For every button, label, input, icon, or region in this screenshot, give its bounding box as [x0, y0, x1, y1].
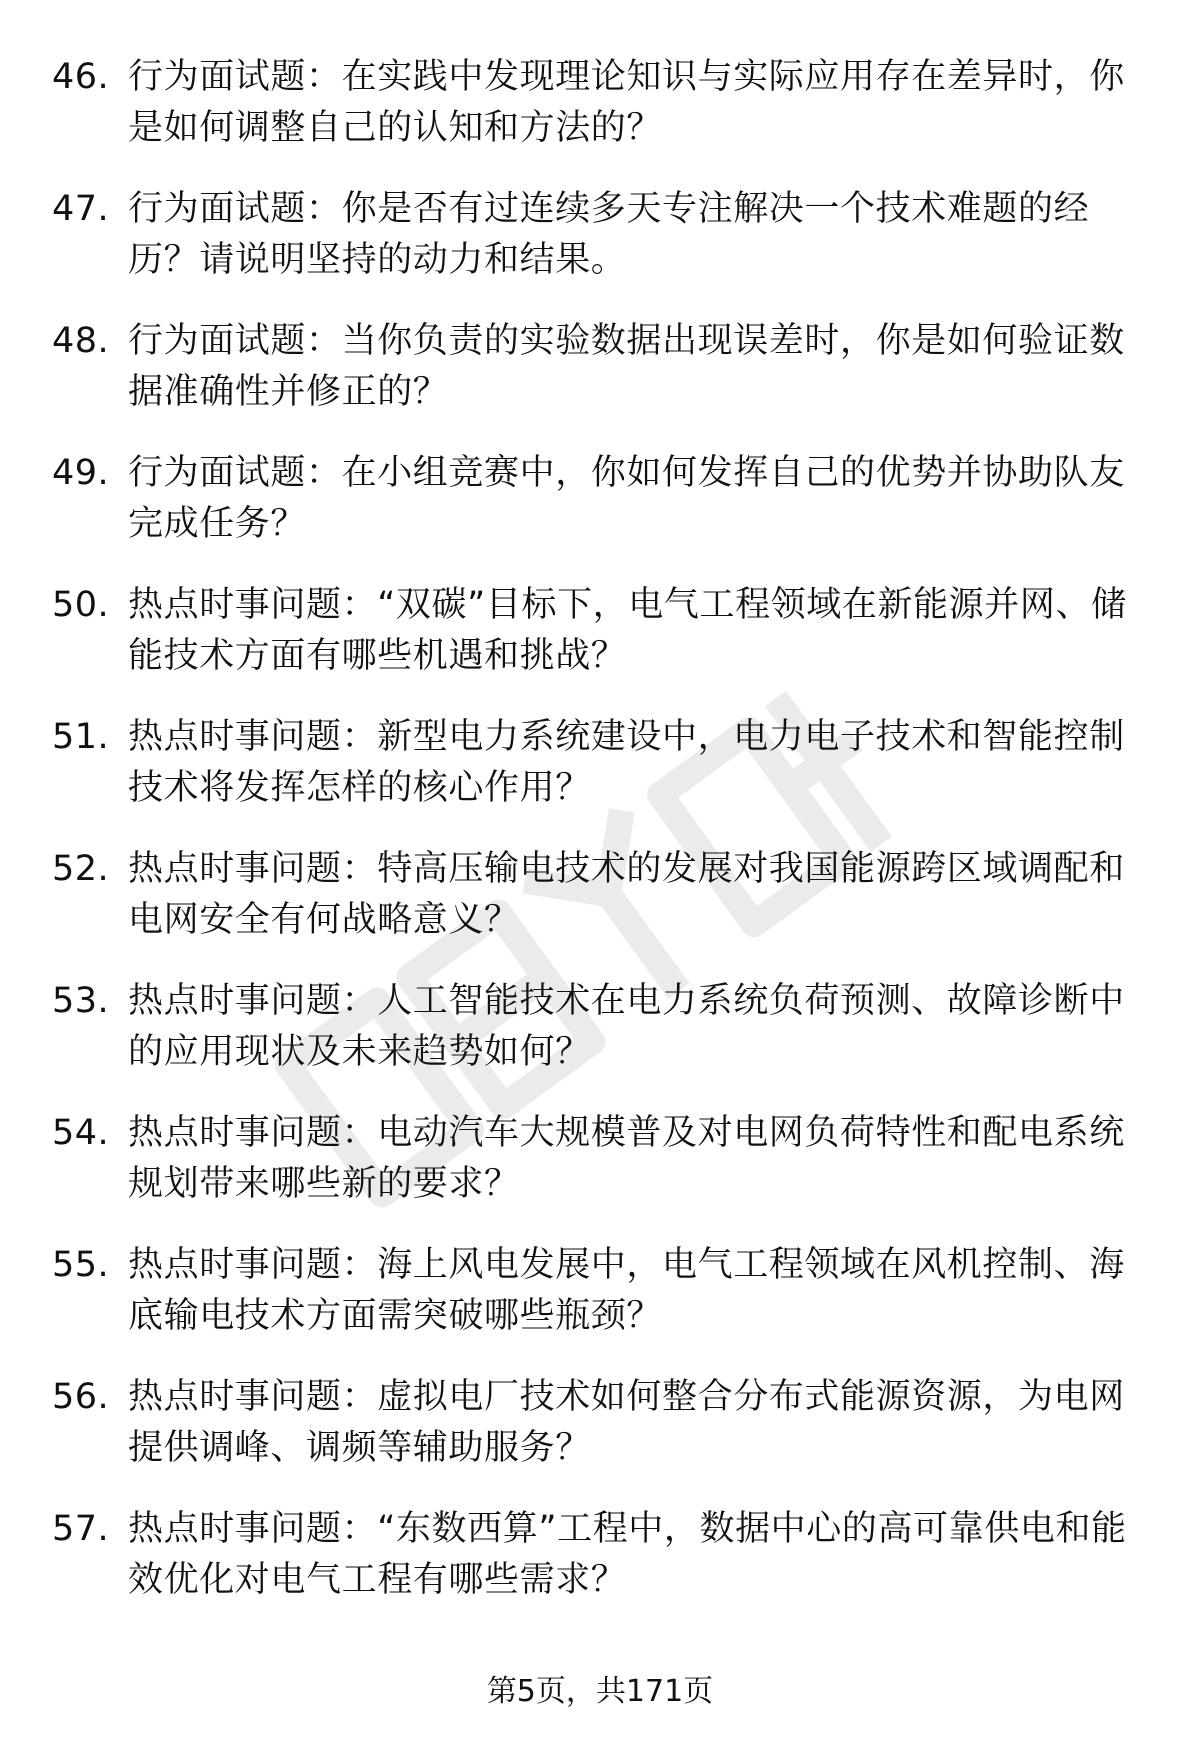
question-text: 行为面试题：在小组竞赛中，你如何发挥自己的优势并协助队友完成任务？ — [128, 453, 1125, 544]
question-number: 52. — [52, 849, 110, 889]
question-number: 55. — [52, 1245, 110, 1285]
question-text: 热点时事问题：特高压输电技术的发展对我国能源跨区域调配和电网安全有何战略意义？ — [128, 849, 1125, 940]
question-number: 56. — [52, 1377, 110, 1417]
question-text: 热点时事问题：海上风电发展中，电气工程领域在风机控制、海底输电技术方面需突破哪些瓶颈？ — [128, 1245, 1125, 1336]
question-item — [52, 1108, 1152, 1240]
question-number: 50. — [52, 585, 110, 625]
question-item — [52, 184, 1152, 316]
question-text: 热点时事问题：“双碳”目标下，电气工程领域在新能源并网、储能技术方面有哪些机遇和挑战？ — [128, 585, 1127, 676]
question-text: 行为面试题：在实践中发现理论知识与实际应用存在差异时，你是如何调整自己的认知和方法的？ — [128, 57, 1125, 148]
question-item — [52, 712, 1152, 844]
page-footer: 第5页，共171页 — [486, 1674, 714, 1709]
question-text: 热点时事问题：新型电力系统建设中，电力电子技术和智能控制技术将发挥怎样的核心作用？ — [128, 717, 1125, 808]
question-number: 47. — [52, 189, 110, 229]
question-number: 54. — [52, 1113, 110, 1153]
question-item — [52, 1240, 1152, 1372]
question-text: 热点时事问题：虚拟电厂技术如何整合分布式能源资源，为电网提供调峰、调频等辅助服务？ — [128, 1377, 1125, 1468]
question-item — [52, 52, 1152, 184]
question-text: 热点时事问题：电动汽车大规模普及对电网负荷特性和配电系统规划带来哪些新的要求？ — [128, 1113, 1125, 1204]
question-text: 行为面试题：你是否有过连续多天专注解决一个技术难题的经历？请说明坚持的动力和结果。 — [128, 189, 1090, 280]
question-list — [52, 52, 1152, 1636]
question-item — [52, 316, 1152, 448]
question-item — [52, 1372, 1152, 1504]
question-item — [52, 448, 1152, 580]
question-number: 49. — [52, 453, 110, 493]
question-item — [52, 976, 1152, 1108]
question-text: 热点时事问题：“东数西算”工程中，数据中心的高可靠供电和能效优化对电气工程有哪些需求？ — [128, 1509, 1127, 1600]
question-text: 行为面试题：当你负责的实验数据出现误差时，你是如何验证数据准确性并修正的？ — [128, 321, 1125, 412]
question-number: 51. — [52, 717, 110, 757]
question-number: 48. — [52, 321, 110, 361]
question-number: 46. — [52, 57, 110, 97]
question-item — [52, 844, 1152, 976]
question-number: 57. — [52, 1509, 110, 1549]
question-item — [52, 580, 1152, 712]
question-item — [52, 1504, 1152, 1636]
question-text: 热点时事问题：人工智能技术在电力系统负荷预测、故障诊断中的应用现状及未来趋势如何？ — [128, 981, 1125, 1072]
question-number: 53. — [52, 981, 110, 1021]
